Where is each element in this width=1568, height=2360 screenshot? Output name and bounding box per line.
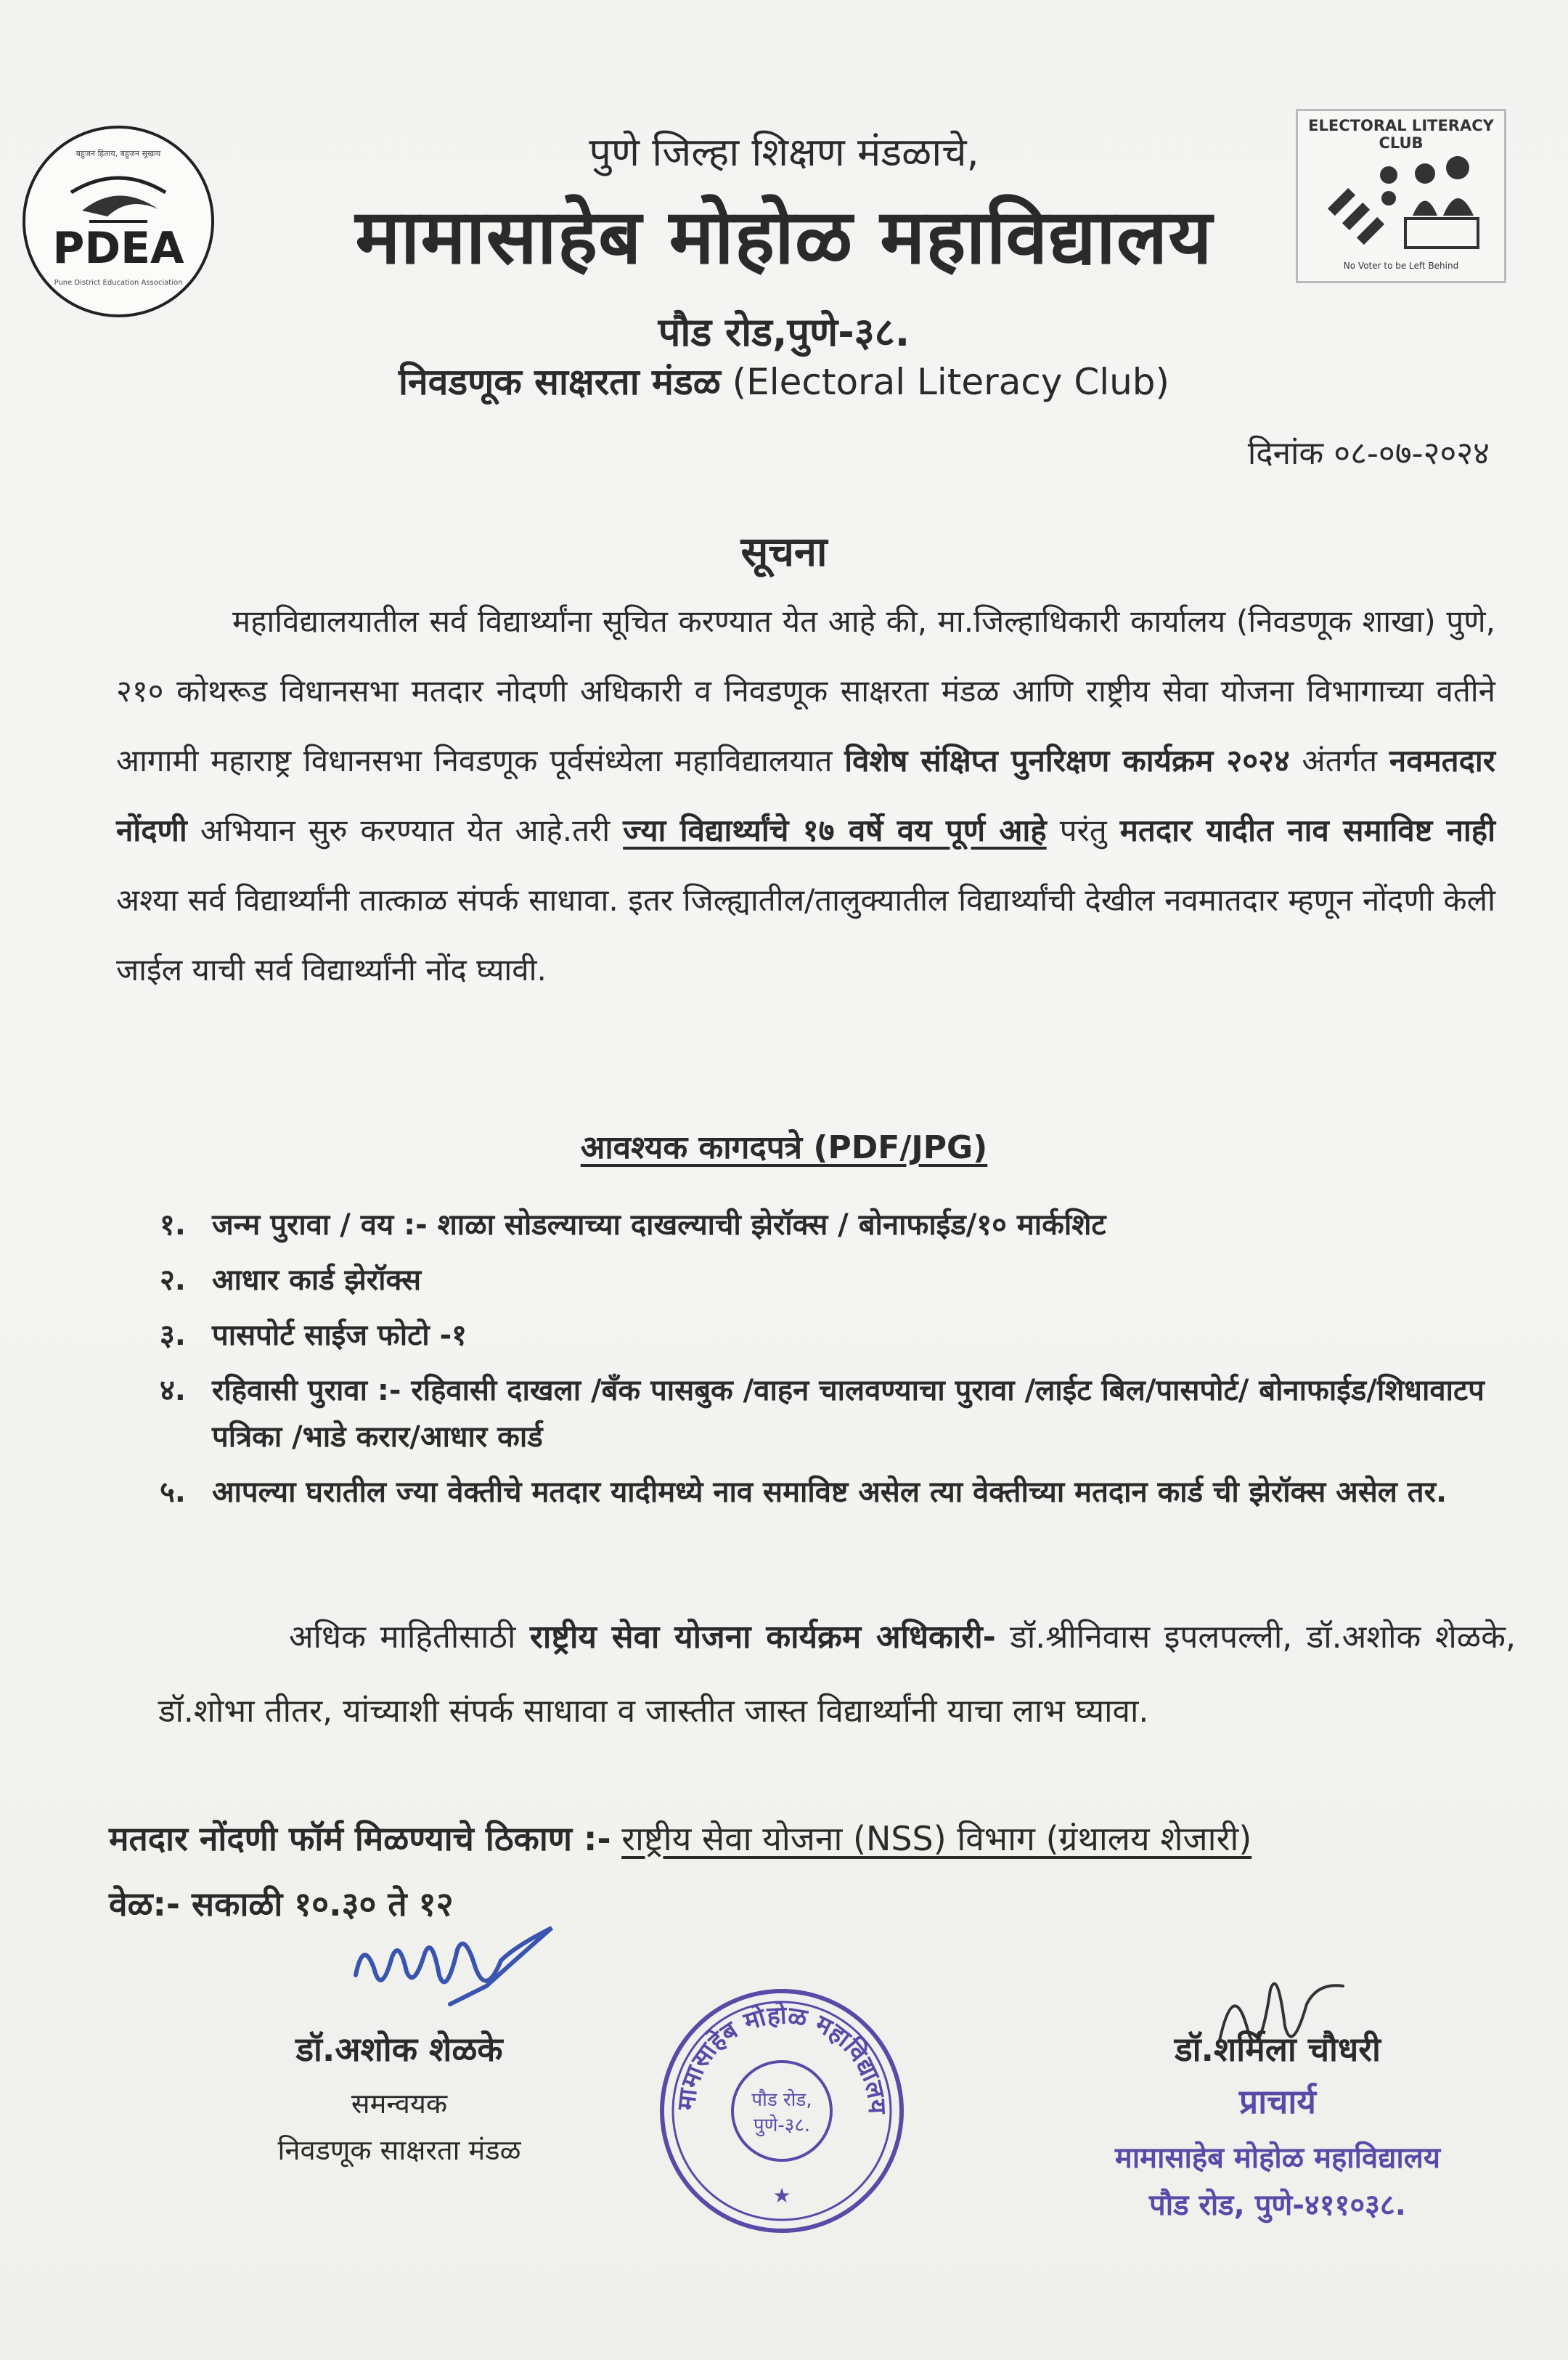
signatory-left-name: डॉ.अशोक शेळके [295,2030,503,2069]
notice-body [116,587,1495,1005]
signatory-left-role: समन्वयक [351,2088,448,2120]
college-stamp [657,1986,907,2237]
notice-text-1: महाविद्यालयातील सर्व विद्यार्थ्यांना सूचित करण्यात येत आहे की, मा.जिल्हाधिकारी कार्यालय (निवडणूक शाखा) पुणे, २१० कोथरूड विधानसभा मतदार नोदणी अधिकारी व निवडणूक साक्षरता मंडळ आणि राष्ट्रीय सेवा योजना विभागाच्या वतीने आगामी महाराष्ट्र विधानसभा निवडणूक पूर्वसंध्येला महाविद्यालयात [116,603,1496,778]
signatory-right-address: पौड रोड, पुणे-४११०३८. [1149,2189,1406,2222]
notice-campaign-name: नवमतदार नोंदणी [116,743,1495,848]
signature-left [247,1917,581,2019]
club-name-marathi: निवडणूक साक्षरता मंडळ [398,361,721,403]
signatory-right [1045,2026,1510,2223]
list-item-text: रहिवासी पुरावा :- रहिवासी दाखला /बँक पासबुक /वाहन चालवण्याचा पुरावा /लाईट बिल/पासपोर्ट/ बोनाफाईड/शिधावाटप पत्रिका /भाडे करार/आधार कार्ड [212,1374,1485,1454]
signatory-right-institution: मामासाहेब मोहोळ महाविद्यालय [1114,2141,1441,2175]
list-item-text: आधार कार्ड झेरॉक्स [212,1264,422,1297]
documents-list [160,1202,1510,1524]
signatory-left [218,2026,581,2168]
club-name [0,356,1568,405]
signatory-right-name: डॉ.शर्मिला चौधरी [1175,2030,1381,2069]
signatory-right-role: प्राचार्य [1239,2082,1316,2121]
office-time: वेळ:- सकाळी १०.३० ते १२ [109,1884,454,1924]
contact-officer-title: राष्ट्रीय सेवा योजना कार्यक्रम अधिकारी- [529,1619,996,1656]
pdea-full-name: Pune District Education Association [54,279,183,287]
star-icon: ★ [772,2184,791,2208]
notice-text-4: परंतु [1059,813,1107,848]
list-item [160,1312,1510,1359]
list-item [160,1367,1510,1460]
stamp-inner-line1: पौड रोड, [751,2089,812,2111]
list-item [160,1257,1510,1303]
contact-paragraph [158,1600,1516,1749]
stamp-inner-line2: पुणे-३८. [753,2115,811,2136]
list-item-number: ४. [160,1374,186,1407]
contact-text-1: अधिक माहितीसाठी [289,1619,516,1656]
signatory-left-dept: निवडणूक साक्षरता मंडळ [277,2134,521,2166]
list-item-text: जन्म पुरावा / वय :- शाळा सोडल्याच्या दाखल्याची झेरॉक्स / बोनाफाईड/१० मार्कशिट [212,1208,1106,1242]
list-item [160,1469,1510,1515]
club-name-english: (Electoral Literacy Club) [732,361,1170,403]
list-item-number: २. [160,1264,186,1297]
notice-text-5: अश्या सर्व विद्यार्थ्यांनी तात्काळ संपर्क साधावा. इतर जिल्ह्यातील/तालुक्यातील विद्यार्थ्यांची देखील नवमातदार म्हणून नोंदणी केली जाईल याची सर्व विद्यार्थ्यांनी नोंद घ्यावी. [116,882,1495,988]
elc-logo-title: ELECTORAL LITERACY CLUB [1308,117,1494,152]
list-item [160,1202,1510,1248]
notice-text-2: अंतर्गत [1302,743,1378,778]
contact-text-2: डॉ.श्रीनिवास इपलपल्ली, डॉ.अशोक शेळके, डॉ.शोभा तीतर, यांच्याशी संपर्क साधावा व जास्तीत जास्त विद्यार्थ्यांनी याचा लाभ घ्यावा. [158,1619,1516,1730]
elc-logo-tagline: No Voter to be Left Behind [1343,261,1459,271]
list-item-text: पासपोर्ट साईज फोटो -१ [212,1319,467,1352]
list-item-text: आपल्या घरातील ज्या वेक्तीचे मतदार यादीमध्ये नाव समाविष्ट असेल त्या वेक्तीच्या मतदान कार्ड ची झेरॉक्स असेल तर. [212,1476,1447,1509]
form-location-value: राष्ट्रीय सेवा योजना (NSS) विभाग (ग्रंथालय शेजारी) [621,1819,1252,1858]
list-item-number: ५. [160,1476,186,1509]
stamp-outer-text: मामासाहेब मोहोळ महाविद्यालय [671,2001,892,2115]
college-address: पौड रोड,पुणे-३८. [658,309,910,355]
pdea-motto: बहुजन हिताय, बहुजन सुखाय [75,149,161,158]
list-item-number: ३. [160,1319,186,1352]
notice-text-3: अभियान सुरु करण्यात येत आहे.तरी [200,813,611,848]
form-location [109,1815,1251,1860]
notice-program-name: विशेष संक्षिप्त पुनरिक्षण कार्यक्रम २०२४ [844,743,1290,778]
notice-condition: मतदार यादीत नाव समाविष्ट नाही [1119,813,1495,848]
pdea-logo-text: PDEA [52,223,184,274]
society-name: पुणे जिल्हा शिक्षण मंडळाचे, [589,129,979,175]
notice-date: दिनांक ०८-०७-२०२४ [1247,435,1490,472]
form-location-label: मतदार नोंदणी फॉर्म मिळण्याचे ठिकाण :- [109,1819,611,1858]
notice-eligibility: ज्या विद्यार्थ्यांचे १७ वर्षे वय पूर्ण आहे [623,813,1047,848]
notice-heading: सूचना [740,529,828,576]
college-name: मामासाहेब मोहोळ महाविद्यालय [355,192,1213,281]
list-item-number: १. [160,1208,186,1242]
documents-title: आवश्यक कागदपत्रे (PDF/JPG) [580,1129,988,1166]
